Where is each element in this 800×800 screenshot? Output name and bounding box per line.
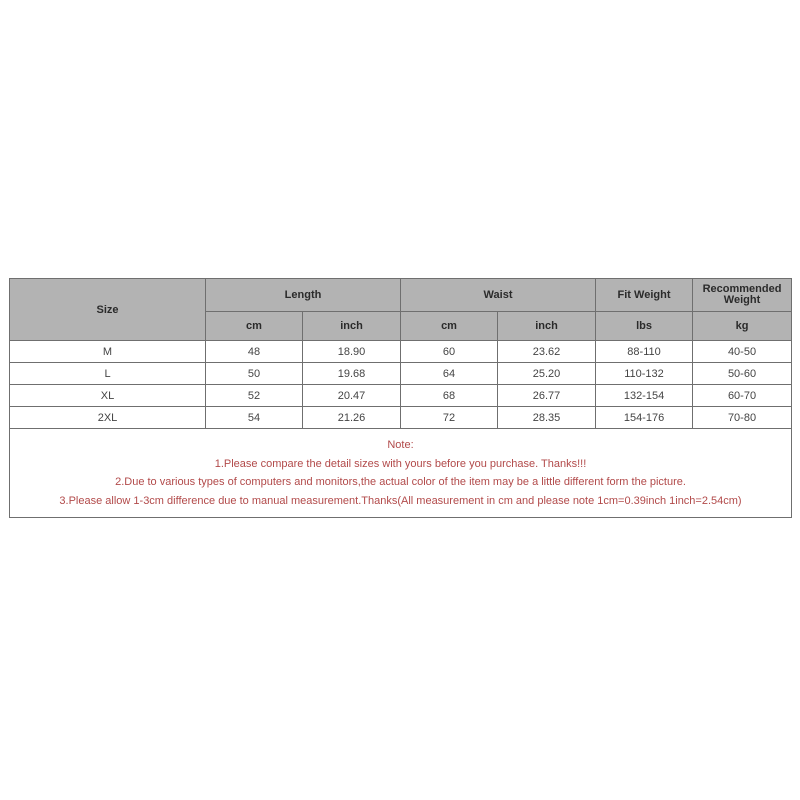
cell-waist-inch: 26.77	[498, 385, 596, 407]
cell-fit-weight: 132-154	[596, 385, 693, 407]
cell-recommended-weight: 50-60	[693, 363, 792, 385]
cell-waist-inch: 25.20	[498, 363, 596, 385]
cell-size: M	[10, 341, 206, 363]
unit-length-cm: cm	[206, 312, 303, 341]
cell-length-cm: 54	[206, 407, 303, 429]
cell-recommended-weight: 70-80	[693, 407, 792, 429]
note-line-1: 1.Please compare the detail sizes with yours before you purchase. Thanks!!!	[214, 457, 587, 470]
notes-cell	[10, 429, 792, 518]
header-size: Size	[10, 279, 206, 341]
unit-waist-inch: inch	[498, 312, 596, 341]
note-line-3: 3.Please allow 1-3cm difference due to manual measurement.Thanks(All measurement in cm and please note 1cm=0.39inch 1inch=2.54cm)	[59, 494, 742, 507]
cell-waist-cm: 72	[401, 407, 498, 429]
cell-size: L	[10, 363, 206, 385]
cell-waist-inch: 28.35	[498, 407, 596, 429]
notes-row	[10, 429, 792, 518]
cell-size: XL	[10, 385, 206, 407]
table-row	[10, 385, 792, 407]
cell-fit-weight: 88-110	[596, 341, 693, 363]
notes-title: Note:	[387, 439, 414, 451]
table-row	[10, 407, 792, 429]
size-chart-table	[9, 278, 792, 518]
cell-length-inch: 21.26	[303, 407, 401, 429]
cell-waist-inch: 23.62	[498, 341, 596, 363]
table-row	[10, 341, 792, 363]
cell-recommended-weight: 60-70	[693, 385, 792, 407]
header-waist: Waist	[401, 279, 596, 312]
header-length: Length	[206, 279, 401, 312]
cell-waist-cm: 60	[401, 341, 498, 363]
cell-waist-cm: 68	[401, 385, 498, 407]
cell-recommended-weight: 40-50	[693, 341, 792, 363]
unit-waist-cm: cm	[401, 312, 498, 341]
cell-waist-cm: 64	[401, 363, 498, 385]
header-fit-weight: Fit Weight	[596, 279, 693, 312]
table-row	[10, 363, 792, 385]
cell-size: 2XL	[10, 407, 206, 429]
cell-length-inch: 19.68	[303, 363, 401, 385]
unit-fit-weight-lbs: lbs	[596, 312, 693, 341]
unit-recommended-kg: kg	[693, 312, 792, 341]
unit-length-inch: inch	[303, 312, 401, 341]
cell-length-cm: 48	[206, 341, 303, 363]
cell-length-cm: 52	[206, 385, 303, 407]
cell-fit-weight: 110-132	[596, 363, 693, 385]
cell-length-inch: 20.47	[303, 385, 401, 407]
cell-length-cm: 50	[206, 363, 303, 385]
cell-fit-weight: 154-176	[596, 407, 693, 429]
cell-length-inch: 18.90	[303, 341, 401, 363]
header-recommended-weight: Recommended Weight	[693, 279, 792, 312]
note-line-2: 2.Due to various types of computers and monitors,the actual color of the item may be a little different form the picture.	[115, 476, 686, 488]
